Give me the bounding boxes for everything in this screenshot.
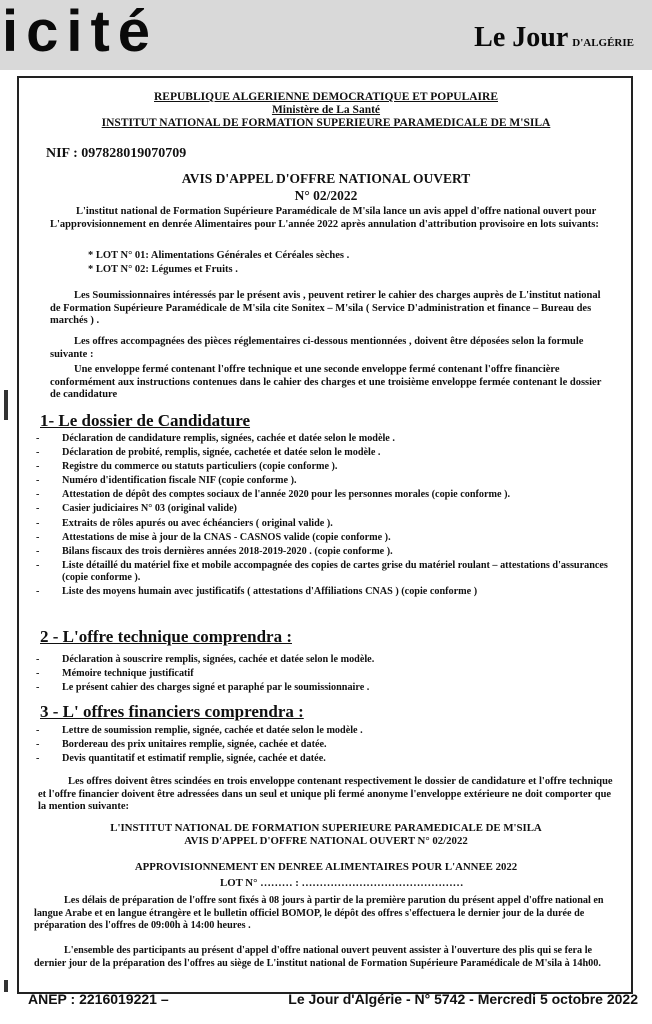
section-3-list (36, 725, 616, 767)
list-item: - Liste détaillé du matériel fixe et mobile accompagnée des copies de cartes grise du matériel roulant – attestations d'assurances (copie conforme ). (36, 559, 608, 584)
section-banner-text: icité (2, 0, 159, 64)
list-item: - Lettre de soumission remplie, signée, cachée et datée selon le modèle . (36, 725, 363, 736)
lot-line: LOT N° ……… : ……………………………………… (220, 877, 464, 889)
section-1-title: 1- Le dossier de Candidature (40, 411, 251, 430)
ministry-line: Ministère de La Santé (271, 104, 381, 116)
list-item: - Registre du commerce ou statuts particuliers (copie conforme ). (36, 461, 338, 473)
list-item: - Extraits de rôles apurés ou avec échéanciers ( original valide ). (36, 517, 333, 529)
page-edge-mark (4, 390, 8, 420)
list-item: - Attestations de mise à jour de la CNAS - CASNOS valide (copie conforme ). (36, 531, 391, 543)
newspaper-logo-name: Le Jour (474, 22, 569, 53)
nif-number: NIF : 097828019070709 (46, 146, 187, 161)
list-item: - Devis quantitatif et estimatif remplie, signée, cachée et datée. (36, 753, 326, 765)
publication-info: Le Jour d'Algérie - N° 5742 - Mercredi 5 octobre 2022 (288, 991, 638, 1007)
section-3-title: 3 - L' offres financiers comprendra : (40, 702, 304, 721)
list-item: - Casier judiciaires N° 03 (original valide) (36, 503, 237, 515)
delais-paragraph: Les délais de préparation de l'offre sont fixés à 08 jours à partir de la première parution du présent appel d'offre national en langue Arabe et en langue étrangère et le bulletin officiel BOMOP, le dépôt des offres s'effectuera le dernier jour de la durée de préparation des l'offres de 09:00h à 14:00 heures . (34, 895, 604, 931)
offres-paragraph: Les offres accompagnées des pièces réglementaires ci-dessous mentionnées , doivent être déposées selon la formule suivante : (50, 336, 584, 360)
list-item: - Déclaration de probité, remplis, signée, cachetée et datée selon le modèle . (36, 447, 381, 459)
notice-number: N° 02/2022 (294, 188, 358, 203)
ensemble-paragraph: L'ensemble des participants au présent d'appel d'offre national ouvert peuvent assister à l'ouverture des plis qui se fera le dernier jour de la préparation des l'offres au siège de L'institut national de Formation Supérieure Paramédicale de M'sila à 14h00. (34, 945, 601, 969)
section-2-list (36, 654, 616, 696)
list-item: - Numéro d'identification fiscale NIF (copie conforme ). (36, 475, 297, 487)
approvisionnement-line: APPROVISIONNEMENT EN DENREE ALIMENTAIRES POUR L'ANNEE 2022 (134, 861, 518, 873)
publication-footer (28, 991, 638, 1007)
notice-title: AVIS D'APPEL D'OFFRE NATIONAL OUVERT (181, 171, 471, 186)
list-item: - Bilans fiscaux des trois dernières années 2018-2019-2020 . (copie conforme ). (36, 545, 393, 557)
list-item: - Liste des moyens humain avec justificatifs ( attestations d'Affiliations CNAS ) (copie conforme ) (36, 586, 478, 598)
scindees-paragraph: Les offres doivent êtres scindées en trois enveloppe contenant respectivement le dossier de candidature et l'offre technique et l'offre financier doivent être adressées dans un seul et unique pli fermé anonyme l'enveloppe extérieure ne doit comporter que la mention suivante: (38, 776, 613, 812)
republic-line: REPUBLIQUE ALGERIENNE DEMOCRATIQUE ET POPULAIRE (154, 91, 498, 103)
list-item: - Attestation de dépôt des comptes sociaux de l'année 2020 pour les personnes morales (copie conforme ). (36, 489, 511, 501)
anep-number: ANEP : 2216019221 – (28, 991, 169, 1007)
list-item: - Déclaration à souscrire remplis, signées, cachée et datée selon le modèle. (36, 654, 375, 665)
mention-institute: L'INSTITUT NATIONAL DE FORMATION SUPERIEURE PARAMEDICALE DE M'SILA (110, 822, 542, 834)
institute-line: INSTITUT NATIONAL DE FORMATION SUPERIEURE PARAMEDICALE DE M'SILA (101, 117, 551, 129)
mention-avis: AVIS D'APPEL D'OFFRE NATIONAL OUVERT N° 02/2022 (184, 834, 468, 847)
lot-2: * LOT N° 02: Légumes et Fruits . (88, 264, 238, 275)
soumission-paragraph: Les Soumissionnaires intéressés par le présent avis , peuvent retirer le cahier des charges auprès de L'institut national de Formation Supérieure Paramédicale de M'sila cite Sonitex – M'sila ( Service D'administration et finance – Bureau des marchés ) . (50, 290, 601, 326)
enveloppe-paragraph: Une enveloppe fermé contenant l'offre technique et une seconde enveloppe fermé contenant l'offre financière conformément aux instructions contenues dans le cahier des charges et une troisième enveloppe fermée contenant le dossier de candidature (50, 364, 602, 400)
lot-1: * LOT N° 01: Alimentations Générales et Céréales sèches . (88, 250, 350, 261)
notice-header (0, 91, 652, 130)
newspaper-header (0, 0, 652, 70)
mention-block (0, 822, 652, 847)
list-item: - Déclaration de candidature remplis, signées, cachée et datée selon le modèle . (36, 433, 395, 444)
list-item: - Le présent cahier des charges signé et paraphé par le soumissionnaire . (36, 682, 370, 694)
list-item: - Bordereau des prix unitaires remplie, signée, cachée et datée. (36, 739, 327, 751)
page-edge-mark (4, 980, 8, 992)
section-1-list (36, 433, 616, 600)
newspaper-logo-subtitle: D'ALGÉRIE (572, 37, 634, 49)
newspaper-logo (474, 22, 634, 54)
section-2-title: 2 - L'offre technique comprendra : (40, 627, 292, 646)
list-item: - Mémoire technique justificatif (36, 668, 194, 680)
intro-paragraph: L'institut national de Formation Supérieure Paramédicale de M'sila lance un avis appel d'offre national ouvert pour L'approvisionnement en denrée Alimentaires pour L'année 2022 après annulation d'attribution provisoire en lots suivants: (50, 206, 599, 230)
